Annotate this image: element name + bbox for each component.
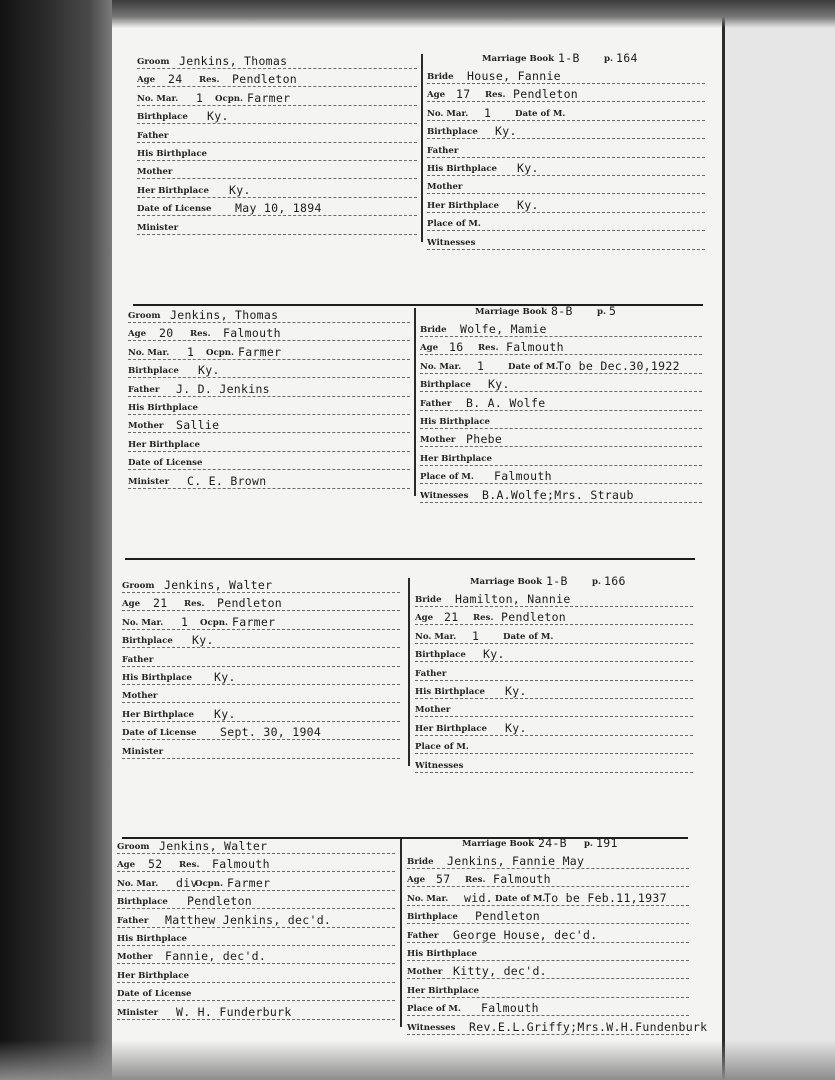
place-of-marriage-value: Falmouth — [481, 1001, 539, 1016]
field-label: No. Mar. — [137, 93, 179, 104]
field-label: Mother — [427, 182, 463, 193]
groom-father-birthplace-row — [122, 668, 400, 685]
bride-name-value: Jenkins, Fannie May — [447, 854, 585, 868]
witnesses-row — [407, 1018, 708, 1035]
witnesses-value: Rev.E.L.Griffy;Mrs.W.H.Fundenburk — [469, 1019, 708, 1034]
field-label: Age — [415, 613, 434, 624]
groom-mother-birthplace-row — [117, 966, 395, 983]
groom-times-married-ocpn-value: Farmer — [247, 90, 291, 105]
bride-father-birthplace-value: Ky. — [517, 161, 539, 175]
groom-name-row — [117, 837, 395, 854]
groom-father-value: Matthew Jenkins, dec'd. — [165, 912, 332, 927]
groom-age-row — [128, 324, 410, 341]
groom-mother-birthplace-row — [128, 435, 410, 452]
field-label: No. Mar. — [122, 617, 164, 628]
field-label: Her Birthplace — [427, 200, 499, 211]
bride-times-married-value: 1 — [472, 628, 480, 643]
field-label: Mother — [407, 967, 443, 978]
groom-mother-row — [122, 686, 400, 703]
field-label: Age — [420, 343, 439, 354]
groom-times-married-row — [122, 613, 400, 630]
field-label: Groom — [117, 842, 150, 852]
field-label: Age — [117, 860, 136, 871]
field-label: Date of License — [122, 728, 197, 739]
field-label: Age — [128, 329, 147, 340]
bride-mother-row — [415, 700, 693, 717]
groom-times-married-row — [137, 89, 417, 106]
bride-name-row — [427, 67, 705, 84]
field-label: Father — [407, 930, 439, 941]
field-label: Age — [122, 599, 141, 610]
groom-age-value: 21 — [153, 596, 168, 611]
field-label: Birthplace — [117, 897, 168, 908]
groom-father-row — [137, 126, 417, 143]
bride-times-married-row — [427, 104, 705, 121]
field-label: No. Mar. — [407, 893, 449, 904]
field-label: Witnesses — [420, 490, 469, 501]
groom-birthplace-row — [128, 361, 410, 378]
field-label: Mother — [415, 705, 451, 716]
minister-value: C. E. Brown — [187, 473, 267, 488]
groom-times-married-row — [117, 874, 395, 891]
bride-birthplace-value: Ky. — [495, 124, 517, 139]
bride-age-row — [427, 85, 705, 102]
field-label: Minister — [137, 222, 179, 233]
bride-mother-row — [407, 962, 689, 979]
bride-birthplace-row — [420, 375, 702, 392]
groom-birthplace-row — [122, 631, 400, 648]
groom-name-value: Jenkins, Thomas — [170, 308, 279, 322]
groom-mother-value: Sallie — [176, 418, 220, 433]
field-label: p. — [597, 307, 607, 317]
field-label: Res. — [473, 613, 494, 624]
field-label: Res. — [190, 329, 211, 340]
field-label: Birthplace — [420, 380, 471, 391]
bride-birthplace-row — [427, 122, 705, 139]
groom-birthplace-row — [137, 107, 417, 124]
groom-times-married-ocpn-value: Farmer — [238, 344, 282, 359]
groom-age-res-value: Falmouth — [212, 857, 270, 872]
bride-name-value: Wolfe, Mamie — [460, 322, 547, 336]
bride-age-res-value: Falmouth — [493, 872, 551, 887]
field-label: Father — [427, 145, 459, 156]
groom-mother-row — [137, 162, 417, 179]
field-label: Father — [137, 130, 169, 141]
field-label: Mother — [117, 952, 153, 963]
bride-father-value: George House, dec'd. — [453, 927, 598, 942]
field-label: Her Birthplace — [407, 985, 479, 996]
bride-age-row — [420, 338, 702, 355]
field-label: Her Birthplace — [415, 723, 487, 734]
field-label: Bride — [407, 857, 434, 867]
bride-birthplace-value: Ky. — [488, 377, 510, 392]
field-label: Ocpn. — [195, 878, 223, 889]
bride-name-row — [415, 590, 693, 607]
date-of-license-row — [117, 984, 395, 1001]
field-label: Res. — [199, 75, 220, 86]
groom-age-value: 52 — [148, 857, 163, 872]
groom-times-married-value: 1 — [181, 614, 189, 629]
marriage-book-page-value: 5 — [609, 304, 617, 318]
field-label: Her Birthplace — [122, 709, 194, 720]
groom-age-value: 20 — [159, 326, 174, 341]
minister-value: W. H. Funderburk — [176, 1004, 292, 1019]
field-label: Date of M. — [503, 631, 554, 642]
field-label: Ocpn. — [200, 617, 228, 628]
groom-times-married-value: 1 — [187, 344, 195, 359]
groom-father-birthplace-row — [137, 144, 417, 161]
bride-age-row — [415, 608, 693, 625]
field-label: Bride — [427, 72, 454, 82]
field-label: Minister — [117, 1007, 159, 1018]
column-divider — [414, 308, 416, 496]
groom-birthplace-value: Pendleton — [187, 894, 253, 909]
marriage-book-number-value: 1-B — [558, 51, 580, 65]
field-label: Bride — [420, 325, 447, 335]
field-label: No. Mar. — [420, 361, 462, 372]
bride-father-birthplace-row — [407, 944, 689, 961]
field-label: His Birthplace — [427, 164, 498, 174]
groom-mother-birthplace-value: Ky. — [229, 182, 251, 197]
bride-age-res-value: Pendleton — [513, 87, 579, 102]
field-label: Father — [420, 398, 452, 409]
field-label: Place of M. — [415, 742, 469, 753]
minister-row — [122, 742, 400, 759]
bride-name-value: Hamilton, Nannie — [455, 592, 571, 606]
field-label: Birthplace — [407, 912, 458, 923]
field-label: Mother — [137, 167, 173, 178]
bride-age-res-value: Falmouth — [506, 340, 564, 355]
groom-age-res-value: Pendleton — [217, 596, 283, 611]
field-label: Date of License — [117, 989, 192, 1000]
field-label: Groom — [137, 57, 170, 67]
groom-mother-value: Fannie, dec'd. — [165, 949, 267, 964]
groom-birthplace-value: Ky. — [192, 633, 214, 648]
record-separator-line — [125, 558, 695, 560]
groom-name-row — [137, 52, 417, 69]
groom-father-value: J. D. Jenkins — [176, 381, 270, 396]
groom-times-married-value: div — [176, 875, 198, 890]
field-label: His Birthplace — [420, 417, 491, 427]
field-label: Res. — [485, 90, 506, 101]
field-label: His Birthplace — [407, 949, 478, 959]
field-label: Ocpn. — [215, 93, 243, 104]
date-of-license-row — [122, 723, 400, 740]
bride-father-value: B. A. Wolfe — [466, 395, 546, 410]
field-label: Her Birthplace — [137, 185, 209, 196]
bride-father-birthplace-row — [415, 682, 693, 699]
marriage-book-page-value: 166 — [604, 574, 626, 588]
groom-mother-birthplace-value: Ky. — [214, 706, 236, 721]
field-label: Date of License — [128, 458, 203, 469]
bride-father-row — [420, 394, 702, 411]
groom-name-row — [128, 306, 410, 323]
place-of-marriage-row — [420, 467, 702, 484]
bride-times-married-date_of_m-value: To be Feb.11,1937 — [544, 890, 667, 905]
field-label: Mother — [420, 435, 456, 446]
place-of-marriage-value: Falmouth — [494, 469, 552, 484]
place-of-marriage-row — [427, 214, 705, 231]
date-of-license-value: May 10, 1894 — [235, 201, 322, 216]
field-label: Birthplace — [137, 112, 188, 123]
groom-father-birthplace-value: Ky. — [214, 670, 236, 684]
field-label: Age — [407, 875, 426, 886]
field-label: Date of License — [137, 204, 212, 215]
minister-row — [117, 1003, 395, 1020]
field-label: Her Birthplace — [420, 453, 492, 464]
field-label: Marriage Book — [462, 839, 535, 849]
bride-name-row — [407, 852, 689, 869]
witnesses-value: B.A.Wolfe;Mrs. Straub — [482, 487, 634, 502]
field-label: Res. — [184, 599, 205, 610]
marriage-book-number-value: 8-B — [551, 304, 573, 318]
bride-age-value: 16 — [449, 340, 464, 355]
bride-mother-birthplace-value: Ky. — [505, 720, 527, 735]
bride-father-row — [427, 141, 705, 158]
bride-mother-row — [427, 177, 705, 194]
bride-times-married-value: 1 — [477, 358, 485, 373]
bride-times-married-date_of_m-value: To be Dec.30,1922 — [557, 358, 680, 373]
marriage-book-number-value: 24-B — [538, 836, 567, 850]
marriage-book-page-value: 191 — [596, 836, 618, 850]
groom-father-birthplace-row — [117, 929, 395, 946]
column-divider — [408, 578, 410, 766]
field-label: Birthplace — [427, 127, 478, 138]
field-label: Witnesses — [427, 237, 476, 248]
scan-right-margin — [722, 0, 835, 1080]
marriage-book-reference — [462, 834, 689, 850]
field-label: Marriage Book — [475, 307, 548, 317]
groom-name-value: Jenkins, Walter — [159, 839, 268, 853]
bride-birthplace-value: Pendleton — [475, 909, 541, 924]
groom-father-birthplace-row — [128, 398, 410, 415]
field-label: p. — [584, 839, 594, 849]
field-label: No. Mar. — [427, 108, 469, 119]
field-label: Mother — [122, 691, 158, 702]
field-label: Age — [137, 75, 156, 86]
bride-mother-birthplace-row — [407, 981, 689, 998]
field-label: Her Birthplace — [128, 439, 200, 450]
bride-mother-row — [420, 430, 702, 447]
bride-mother-birthplace-row — [420, 449, 702, 466]
field-label: Father — [117, 915, 149, 926]
groom-father-row — [122, 650, 400, 667]
bride-mother-value: Phebe — [466, 432, 503, 447]
date-of-license-value: Sept. 30, 1904 — [220, 725, 322, 740]
field-label: Res. — [179, 860, 200, 871]
groom-name-row — [122, 576, 400, 593]
bride-father-row — [415, 664, 693, 681]
column-divider — [400, 839, 402, 1027]
field-label: Birthplace — [415, 650, 466, 661]
bride-age-row — [407, 870, 689, 887]
scan-top-shadow — [112, 0, 835, 28]
field-label: Father — [128, 384, 160, 395]
groom-birthplace-row — [117, 892, 395, 909]
date-of-license-row — [137, 199, 417, 216]
groom-age-res-value: Falmouth — [223, 326, 281, 341]
groom-birthplace-value: Ky. — [207, 109, 229, 124]
marriage-book-reference — [482, 49, 705, 65]
field-label: Date of M. — [508, 361, 559, 372]
field-label: p. — [592, 577, 602, 587]
field-label: Father — [122, 654, 154, 665]
field-label: Age — [427, 90, 446, 101]
field-label: Witnesses — [415, 760, 464, 771]
bride-times-married-row — [420, 357, 702, 374]
field-label: No. Mar. — [128, 347, 170, 358]
field-label: Birthplace — [128, 366, 179, 377]
bride-father-birthplace-row — [427, 159, 705, 176]
bride-mother-birthplace-row — [415, 719, 693, 736]
witnesses-row — [415, 756, 693, 773]
bride-mother-birthplace-value: Ky. — [517, 197, 539, 212]
bride-times-married-value: 1 — [484, 105, 492, 120]
bride-birthplace-row — [415, 645, 693, 662]
bride-times-married-row — [415, 627, 693, 644]
marriage-book-reference — [475, 302, 702, 318]
field-label: Groom — [122, 581, 155, 591]
groom-birthplace-value: Ky. — [198, 363, 220, 378]
bride-age-value: 21 — [444, 610, 459, 625]
groom-father-row — [117, 911, 395, 928]
field-label: Place of M. — [407, 1004, 461, 1015]
field-label: Marriage Book — [470, 577, 543, 587]
bride-age-value: 17 — [456, 87, 471, 102]
field-label: His Birthplace — [128, 403, 199, 413]
field-label: Marriage Book — [482, 54, 555, 64]
place-of-marriage-row — [415, 737, 693, 754]
groom-mother-birthplace-row — [122, 705, 400, 722]
groom-name-value: Jenkins, Thomas — [179, 54, 288, 68]
field-label: Res. — [478, 343, 499, 354]
field-label: His Birthplace — [117, 934, 188, 944]
field-label: No. Mar. — [415, 631, 457, 642]
groom-age-res-value: Pendleton — [232, 72, 298, 87]
groom-times-married-row — [128, 343, 410, 360]
bride-age-res-value: Pendleton — [501, 610, 567, 625]
field-label: Minister — [128, 476, 170, 487]
field-label: Bride — [415, 595, 442, 605]
bride-mother-birthplace-row — [427, 196, 705, 213]
place-of-marriage-row — [407, 999, 689, 1016]
field-label: His Birthplace — [415, 687, 486, 697]
bride-father-row — [407, 926, 689, 943]
scan-left-margin — [0, 0, 112, 1080]
minister-row — [137, 218, 417, 235]
bride-times-married-row — [407, 889, 689, 906]
bride-mother-value: Kitty, dec'd. — [453, 964, 547, 979]
groom-age-value: 24 — [168, 72, 183, 87]
field-label: Date of M. — [515, 108, 566, 119]
field-label: Place of M. — [420, 472, 474, 483]
field-label: Birthplace — [122, 636, 173, 647]
bride-age-value: 57 — [436, 872, 451, 887]
field-label: His Birthplace — [122, 673, 193, 683]
marriage-book-reference — [470, 572, 693, 588]
field-label: His Birthplace — [137, 149, 208, 159]
bride-times-married-value: wid. — [464, 890, 493, 905]
field-label: Date of M. — [495, 893, 546, 904]
groom-age-row — [122, 594, 400, 611]
column-divider — [421, 54, 423, 242]
groom-times-married-ocpn-value: Farmer — [232, 614, 276, 629]
field-label: Groom — [128, 311, 161, 321]
field-label: Minister — [122, 746, 164, 757]
scan-bottom-shadow — [0, 1040, 835, 1080]
groom-father-row — [128, 380, 410, 397]
field-label: Her Birthplace — [117, 970, 189, 981]
marriage-book-number-value: 1-B — [546, 574, 568, 588]
bride-father-birthplace-row — [420, 412, 702, 429]
bride-birthplace-value: Ky. — [483, 647, 505, 662]
bride-birthplace-row — [407, 907, 689, 924]
field-label: Ocpn. — [206, 347, 234, 358]
bride-father-birthplace-value: Ky. — [505, 684, 527, 698]
groom-mother-row — [128, 416, 410, 433]
minister-row — [128, 472, 410, 489]
groom-times-married-value: 1 — [196, 90, 204, 105]
groom-times-married-ocpn-value: Farmer — [227, 875, 271, 890]
groom-age-row — [117, 855, 395, 872]
groom-name-value: Jenkins, Walter — [164, 578, 273, 592]
witnesses-row — [420, 486, 702, 503]
field-label: Mother — [128, 421, 164, 432]
date-of-license-row — [128, 453, 410, 470]
bride-name-value: House, Fannie — [467, 69, 561, 83]
groom-mother-row — [117, 947, 395, 964]
groom-age-row — [137, 70, 417, 87]
field-label: Father — [415, 668, 447, 679]
field-label: Res. — [465, 875, 486, 886]
groom-mother-birthplace-row — [137, 181, 417, 198]
field-label: p. — [604, 54, 614, 64]
marriage-book-page-value: 164 — [616, 51, 638, 65]
bride-name-row — [420, 320, 702, 337]
field-label: Place of M. — [427, 219, 481, 230]
field-label: No. Mar. — [117, 878, 159, 889]
field-label: Witnesses — [407, 1022, 456, 1033]
witnesses-row — [427, 233, 705, 250]
